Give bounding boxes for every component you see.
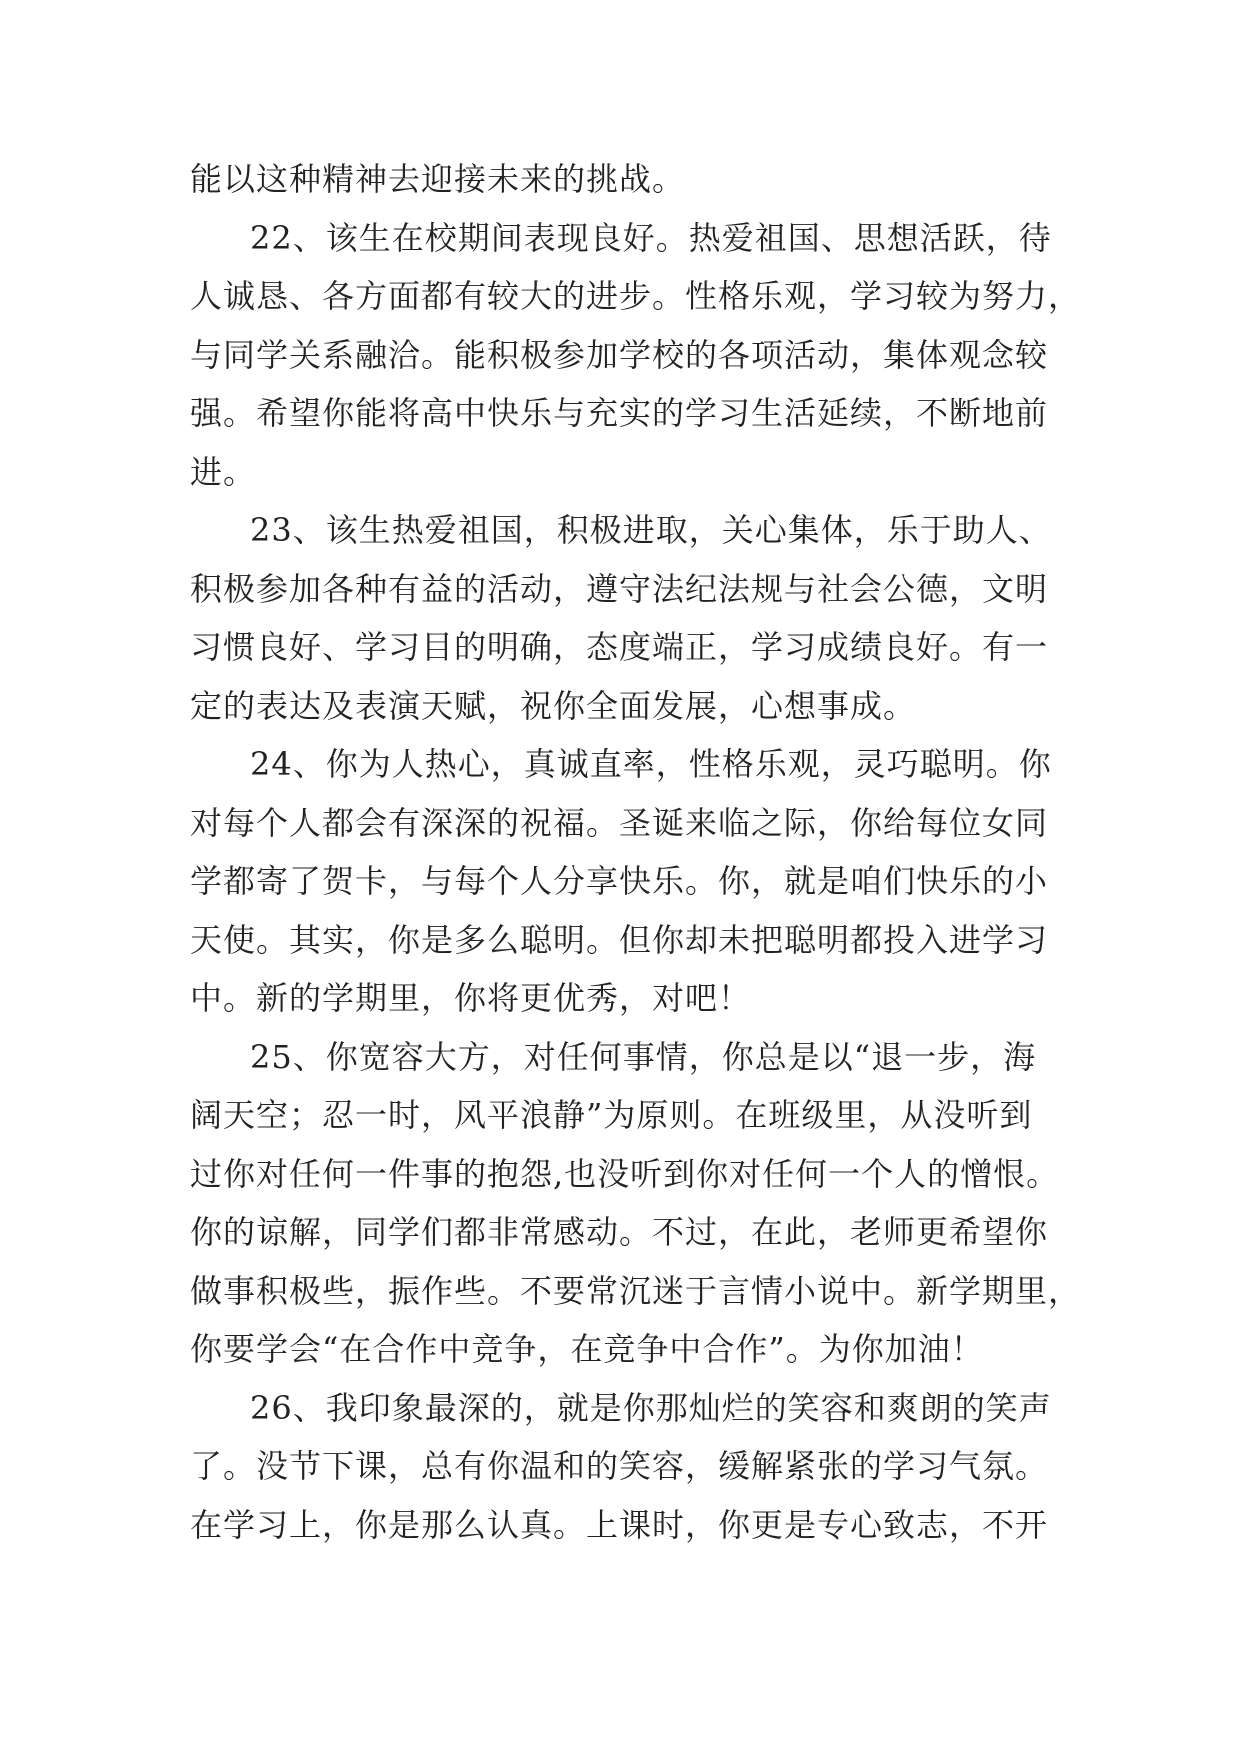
document-body bbox=[190, 150, 1082, 1554]
text-line: 进。 bbox=[190, 452, 257, 491]
text-line: 过你对任何一件事的抱怨,也没听到你对任何一个人的憎恨。 bbox=[190, 1154, 1060, 1193]
text-line: 中。新的学期里，你将更优秀，对吧！ bbox=[190, 979, 752, 1017]
text-line: 在学习上，你是那么认真。上课时，你更是专心致志，不开 bbox=[190, 1505, 1049, 1544]
text-line: 了。没节下课，总有你温和的笑容，缓解紧张的学习气氛。 bbox=[190, 1447, 1049, 1485]
text-line: 学都寄了贺卡，与每个人分享快乐。你，就是咱们快乐的小 bbox=[190, 862, 1049, 900]
text-line: 阔天空；忍一时，风平浪静”为原则。在班级里，从没听到 bbox=[190, 1096, 1033, 1134]
text-line: 22、该生在校期间表现良好。热爱祖国、思想活跃，待 bbox=[250, 218, 1052, 257]
text-line: 对每个人都会有深深的祝福。圣诞来临之际，你给每位女同 bbox=[190, 803, 1049, 842]
text-line: 做事积极些，振作些。不要常沉迷于言情小说中。新学期里， bbox=[190, 1271, 1082, 1310]
text-line: 能以这种精神去迎接未来的挑战。 bbox=[190, 160, 686, 198]
text-line: 26、我印象最深的，就是你那灿烂的笑容和爽朗的笑声 bbox=[250, 1388, 1052, 1427]
text-line: 天使。其实，你是多么聪明。但你却未把聪明都投入进学习 bbox=[190, 920, 1049, 959]
text-line: 你要学会“在合作中竞争，在竞争中合作”。为你加油！ bbox=[190, 1330, 984, 1368]
text-line: 你的谅解，同学们都非常感动。不过，在此，老师更希望你 bbox=[190, 1213, 1049, 1251]
text-line: 24、你为人热心，真诚直率，性格乐观，灵巧聪明。你 bbox=[250, 745, 1052, 783]
text-line: 强。希望你能将高中快乐与充实的学习生活延续，不断地前 bbox=[190, 394, 1049, 432]
text-line: 定的表达及表演天赋，祝你全面发展，心想事成。 bbox=[190, 686, 917, 725]
text-line: 23、该生热爱祖国，积极进取，关心集体，乐于助人、 bbox=[250, 511, 1052, 549]
text-line: 人诚恳、各方面都有较大的进步。性格乐观，学习较为努力， bbox=[190, 277, 1082, 315]
text-line: 与同学关系融洽。能积极参加学校的各项活动，集体观念较 bbox=[190, 335, 1049, 374]
text-line: 25、你宽容大方，对任何事情，你总是以“退一步，海 bbox=[250, 1037, 1037, 1076]
text-line: 习惯良好、学习目的明确，态度端正，学习成绩良好。有一 bbox=[190, 628, 1049, 666]
text-line: 积极参加各种有益的活动，遵守法纪法规与社会公德，文明 bbox=[190, 569, 1049, 608]
